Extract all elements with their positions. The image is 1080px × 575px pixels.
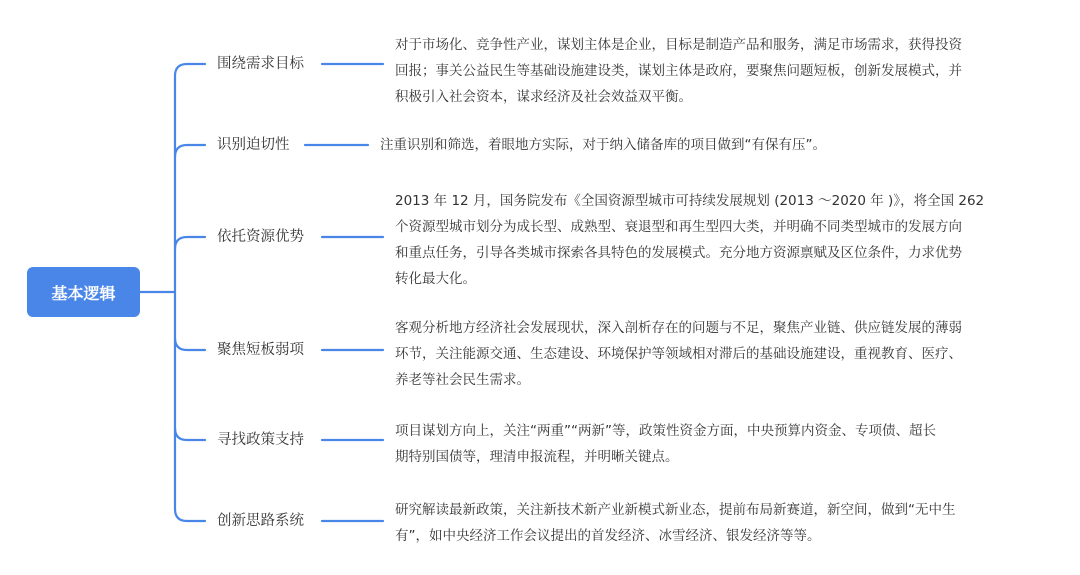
description-line: 期特别国债等，理清申报流程，并明晰关键点。	[395, 449, 679, 465]
branch-description-innovative-thinking	[395, 497, 956, 549]
branch-label-policy-support: 寻找政策支持	[217, 432, 304, 448]
description-line: 和重点任务，引导各类城市探索各具特色的发展模式。充分地方资源禀赋及区位条件，力求优势	[395, 245, 962, 261]
branch-curve-4	[175, 338, 205, 350]
description-line: 积极引入社会资本，谋求经济及社会效益双平衡。	[395, 89, 692, 105]
description-line: 回报；事关公益民生等基础设施建设类，谋划主体是政府，要聚焦问题短板，创新发展模式，并	[395, 63, 962, 79]
description-line: 个资源型城市划分为成长型、成熟型、衰退型和再生型四大类，并明确不同类型城市的发展方向	[395, 219, 962, 235]
branch-curve-2	[175, 145, 205, 157]
branch-label-urgency: 识别迫切性	[217, 137, 290, 153]
branch-curve-3	[175, 237, 205, 249]
description-line: 2013 年 12 月，国务院发布《全国资源型城市可持续发展规划 (2013 ～2020 年 )》，将全国 262	[395, 193, 985, 209]
root-label: 基本逻辑	[51, 283, 116, 303]
root-node	[27, 267, 140, 317]
branch-label-demand-goal: 围绕需求目标	[217, 56, 304, 72]
branch-description-resource-advantage	[395, 188, 984, 292]
branch-label-weak-points: 聚焦短板弱项	[217, 342, 304, 358]
branch-curve-6	[175, 509, 205, 521]
description-line: 客观分析地方经济社会发展现状，深入剖析存在的问题与不足，聚焦产业链、供应链发展的薄弱	[395, 320, 962, 336]
description-line: 项目谋划方向上，关注“两重”“两新”等，政策性资金方面，中央预算内资金、专项债、超长	[395, 423, 936, 439]
branch-description-urgency	[380, 132, 826, 158]
branch-description-weak-points	[395, 315, 962, 393]
description-line: 研究解读最新政策，关注新技术新产业新模式新业态，提前布局新赛道，新空间，做到“无中生	[395, 502, 956, 518]
branch-label-resource-advantage: 依托资源优势	[217, 229, 304, 245]
branch-curve-5	[175, 428, 205, 440]
description-line: 养老等社会民生需求。	[395, 372, 530, 388]
description-line: 转化最大化。	[395, 271, 476, 287]
description-line: 环节，关注能源交通、生态建设、环境保护等领域相对滞后的基础设施建设，重视教育、医疗、	[395, 346, 962, 362]
branch-curve-1	[175, 64, 205, 76]
branch-description-policy-support	[395, 418, 936, 470]
description-line: 注重识别和筛选，着眼地方实际，对于纳入储备库的项目做到“有保有压”。	[380, 137, 826, 153]
branch-label-innovative-thinking: 创新思路系统	[217, 513, 304, 529]
description-line: 对于市场化、竞争性产业，谋划主体是企业，目标是制造产品和服务，满足市场需求，获得投资	[395, 37, 962, 53]
branch-description-demand-goal	[395, 32, 962, 110]
description-line: 有”，如中央经济工作会议提出的首发经济、冰雪经济、银发经济等等。	[395, 528, 821, 544]
